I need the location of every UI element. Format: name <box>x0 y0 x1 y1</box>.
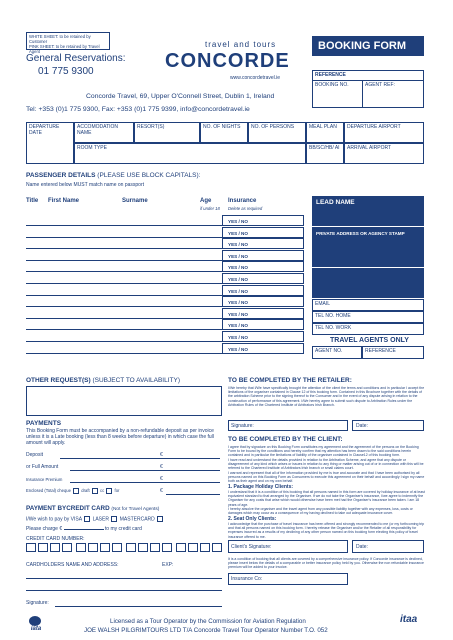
passenger-title: PASSENGER DETAILS <box>26 172 96 179</box>
insurance-yes-no[interactable]: YES / NO <box>222 250 304 261</box>
card-digit-box[interactable] <box>76 543 86 552</box>
footer-line-1: Licensed as a Tour Operator by the Commission for Aviation Regulation <box>110 618 306 625</box>
insurance-yes-no[interactable]: YES / NO <box>222 261 304 272</box>
passenger-row[interactable] <box>26 260 222 261</box>
passenger-subtitle: (PLEASE USE BLOCK CAPITALS): <box>97 172 201 179</box>
credit-card-heading <box>26 505 159 512</box>
agent-no-label: AGENT NO. <box>315 348 343 354</box>
full-amount-label: or Full Amount <box>26 464 59 470</box>
meal-plan-field[interactable] <box>306 122 344 143</box>
col-insurance-note: Delete as required <box>228 206 263 211</box>
exp-label: EXP: <box>162 562 174 568</box>
tel-work-field[interactable] <box>312 323 424 335</box>
card-digit-box[interactable] <box>212 543 222 552</box>
client-text-1: I agree that by signature on this Booking Form constitutes my agreement and the agreement of the persons on the Booking Form to be bound by the conditions and hereby confirm that my attention has been drawn to the said conditions herein contained and in particular the limitations of liability of the organiser contained in Clause12 of this booking form. <box>228 445 419 458</box>
retailer-title: TO BE COMPLETED BY THE RETAILER: <box>228 377 352 384</box>
footer-line-2: JOE WALSH PILGRIMTOURS LTD T/A Concorde Travel Tour Operator Number T.O. 052 <box>84 627 328 634</box>
cc-checkbox[interactable] <box>106 488 112 494</box>
departure-date-label: DEPARTURE DATE <box>29 124 60 136</box>
agent-ref-label: AGENT REF: <box>365 82 395 88</box>
col-age-note: if under 18 <box>200 206 220 211</box>
reference-divider <box>362 80 363 108</box>
charge-amount-line[interactable] <box>64 529 104 530</box>
persons-field[interactable] <box>248 122 306 143</box>
booking-no-label: BOOKING NO. <box>315 82 349 88</box>
iata-globe-icon <box>29 616 41 626</box>
nights-label: NO. OF NIGHTS <box>203 124 241 130</box>
passenger-row[interactable] <box>26 283 222 284</box>
tel-work-label: TEL NO. WORK <box>315 325 352 331</box>
for-label: for <box>114 488 120 494</box>
insurance-yes-no[interactable]: YES / NO <box>222 343 304 354</box>
insurance-premium-line[interactable] <box>70 482 220 483</box>
passenger-row[interactable] <box>26 341 222 342</box>
iata-logo-text: iata <box>30 626 42 632</box>
arrival-airport-field[interactable] <box>344 143 424 164</box>
credit-card-subtitle: (Not for Travel Agents) <box>111 507 160 512</box>
insurance-yes-no[interactable]: YES / NO <box>222 238 304 249</box>
deposit-euro: € <box>160 452 163 458</box>
insurance-yes-no[interactable]: YES / NO <box>222 308 304 319</box>
insurance-premium-label: Insurance Premium <box>26 477 63 482</box>
visa-checkbox[interactable] <box>84 516 90 522</box>
draft-checkbox[interactable] <box>92 488 98 494</box>
enclosed-line[interactable] <box>166 494 220 495</box>
card-signature-line[interactable] <box>55 606 222 607</box>
sheet-note <box>26 32 110 54</box>
insurance-co-label: Insurance Co: <box>231 576 263 582</box>
departure-airport-label: DEPARTURE AIRPORT <box>347 124 401 130</box>
other-requests-subtitle: (SUBJECT TO AVAILABILITY) <box>92 377 181 384</box>
accommodation-field[interactable] <box>74 122 134 143</box>
cc-label: cc <box>100 488 105 494</box>
wish-to-pay-label: I/We wish to pay by <box>26 516 70 523</box>
itaa-logo-text: itaa <box>400 614 418 625</box>
card-number-boxes[interactable] <box>26 543 222 553</box>
booking-form-title: BOOKING FORM <box>318 40 406 52</box>
passenger-row[interactable] <box>26 295 222 296</box>
agent-no-field[interactable] <box>312 346 362 359</box>
enclosed-row <box>26 488 119 494</box>
meal-codes-field[interactable] <box>306 143 344 164</box>
cheque-checkbox[interactable] <box>73 488 79 494</box>
col-title: Title <box>26 198 39 204</box>
other-requests-heading <box>26 377 180 384</box>
passenger-details-title <box>26 172 200 179</box>
retailer-signature-label: Signature: <box>231 423 254 429</box>
mastercard-checkbox[interactable] <box>157 516 163 522</box>
charge-row <box>26 526 142 532</box>
card-number-label: CREDIT CARD NUMBER: <box>26 536 85 542</box>
passenger-row[interactable] <box>26 248 222 249</box>
client-text-2: I have read and understand the details provided in relation to the Arbitration Scheme, and agree that any dispute or disagreement of any kind which arises or issues in relation to any thing or matter arising out of or in connection with this will be referred to the Chartered Institute of Arbitrators Irish branch or small claims court. <box>228 458 424 471</box>
brand-website: www.concordetravel.ie <box>230 75 281 81</box>
col-surname: Surname <box>122 198 148 204</box>
general-reservations: General Reservations: <box>26 53 126 64</box>
insurance-yes-no[interactable]: YES / NO <box>222 331 304 342</box>
mastercard-label: MASTERCARD <box>119 516 155 523</box>
card-digit-box[interactable] <box>162 543 172 552</box>
persons-label: NO. OF PERSONS <box>251 124 295 130</box>
insurance-yes-no[interactable]: YES / NO <box>222 227 304 238</box>
reference-label: REFERENCE <box>315 72 346 78</box>
client-text-7: It is a condition of booking that all clients are covered by a comprehensive insurance policy. If Concorde insurance is declined, please insert below the details of a comparable or better insurance policy held by you. Otherwise the non refundable insurance premium will be added to your invoice. <box>228 557 424 570</box>
agent-reference-label: REFERENCE <box>365 348 396 354</box>
resort-field[interactable] <box>134 122 200 143</box>
passenger-row[interactable] <box>26 318 222 319</box>
insurance-yes-no[interactable]: YES / NO <box>222 319 304 330</box>
card-digit-box[interactable] <box>50 543 60 552</box>
other-requests-field[interactable] <box>26 386 222 416</box>
card-digit-box[interactable] <box>112 543 122 552</box>
passenger-row[interactable] <box>26 225 222 226</box>
card-digit-box[interactable] <box>138 543 148 552</box>
payments-title: PAYMENTS <box>26 420 62 427</box>
card-digit-box[interactable] <box>176 543 186 552</box>
insurance-premium-euro: € <box>160 476 163 482</box>
meal-plan-label: MEAL PLAN <box>309 124 337 130</box>
itaa-logo <box>400 614 430 634</box>
deposit-label: Deposit <box>26 452 43 458</box>
travel-agents-only: TRAVEL AGENTS ONLY <box>330 337 409 344</box>
credit-card-title: PAYMENT BYCREDIT CARD <box>26 505 110 512</box>
client-text-4: I understand that it is a condition of this booking that all persons named in this form are covered by holiday insurance of at least equivalent standard to that arranged by the Organiser. If we do not take the Organiser's insurance, I/we agree to indemnify the Organiser for any costs that arise which would otherwise have been met had the Organiser's insurance been taken. I am 18 years of age. <box>228 490 425 507</box>
brand-logo: CONCORDE <box>165 50 290 72</box>
deposit-line[interactable] <box>60 458 220 459</box>
address-stamp-area[interactable] <box>312 268 424 298</box>
departure-airport-field[interactable] <box>344 122 424 143</box>
client-date-label: Date: <box>356 544 368 550</box>
iata-logo <box>24 616 48 634</box>
email-label: EMAIL <box>315 301 331 307</box>
card-digit-box[interactable] <box>150 543 160 552</box>
card-digit-box[interactable] <box>100 543 110 552</box>
insurance-yes-no[interactable]: YES / NO <box>222 215 304 226</box>
lead-name-label: LEAD NAME <box>316 199 355 206</box>
brand-tagline: travel and tours <box>205 40 277 49</box>
room-type-field[interactable] <box>74 143 306 164</box>
private-address-label: PRIVATE ADDRESS OR AGENCY STAMP <box>316 231 405 236</box>
reservations-phone: 01 775 9300 <box>38 66 94 77</box>
resort-label: RESORT(S) <box>137 124 165 130</box>
client-signature-label: Client's Signature: <box>231 544 272 550</box>
passenger-row[interactable] <box>26 271 222 272</box>
accommodation-label: ACCOMODATION NAME <box>77 124 119 136</box>
passenger-note: Name entered below MUST match name on passport <box>26 182 145 188</box>
departure-date-field[interactable] <box>26 122 74 164</box>
client-text-3: I warrant and represent that all of the information provided by me is true and accurate and that I have been authorised by all persons named on this Booking Form as Consumers to execute this agreement on their behalf and accordingly I sign my name both as their agent and on my own behalf. <box>228 471 425 484</box>
card-digit-box[interactable] <box>62 543 72 552</box>
white-sheet-note: WHITE SHEET: to be retained by Customer <box>29 34 91 44</box>
payments-text: This Booking Form must be accompanied by a non-refundable deposit as per invoice unless it is a Late booking (less than 8 weeks before departure) in which case the full amount will apply. <box>26 428 214 446</box>
full-amount-line[interactable] <box>70 470 220 471</box>
to-card-label: to my credit card <box>104 526 142 532</box>
company-address: Concorde Travel, 69, Upper O'Connell Street, Dublin 1, Ireland <box>86 93 275 100</box>
card-digit-box[interactable] <box>38 543 48 552</box>
cardholder-line-1[interactable] <box>26 578 222 579</box>
card-type-row <box>26 516 164 522</box>
laser-checkbox[interactable] <box>111 516 117 522</box>
reference-hline <box>312 80 424 81</box>
enclosed-euro: € <box>160 488 163 494</box>
client-text-5: I hereby absolve the organiser and the travel agent from any possible liability together with any expenses, loss, costs or damages which may occur as a consequence of my having declined to take out adequate insurance cover. <box>228 507 413 516</box>
card-digit-box[interactable] <box>26 543 36 552</box>
client-title: TO BE COMPLETED BY THE CLIENT: <box>228 436 343 443</box>
passenger-row[interactable] <box>26 353 222 354</box>
card-digit-box[interactable] <box>126 543 136 552</box>
meal-codes-label: BB/SC/HB/ AI <box>309 145 340 151</box>
cardholder-label: CARDHOLDERS NAME AND ADDRESS: <box>26 562 119 568</box>
col-first-name: First Name <box>48 198 80 204</box>
card-digit-box[interactable] <box>188 543 198 552</box>
passenger-row[interactable] <box>26 237 222 238</box>
insurance-yes-no[interactable]: YES / NO <box>222 296 304 307</box>
company-contact: Tel: +353 (0)1 775 9300, Fax: +353 (0)1 775 9399, info@concordetravel.ie <box>26 106 250 113</box>
tel-home-field[interactable] <box>312 311 424 323</box>
visa-label: VISA <box>70 516 82 523</box>
retailer-text: I/We hereby that I/We have specifically brought the attention of the client the terms and conditions and in particular I accept the limitations of the organiser contained in Clause 12 of this booking form. Contained in this Brochure together with the details of the arbitration Scheme prior to the signing thereof to the Consumer and in the event of any dispute arising in relation to the construction of performance of this agreement. I/We hereby agree to submit such dispute to Arbitration Rules under the Arbitration Rules of the Chartered Institute of Arbitrators Irish Branch. <box>228 386 425 407</box>
nights-field[interactable] <box>200 122 248 143</box>
passenger-row[interactable] <box>26 329 222 330</box>
col-insurance: Insurance <box>228 198 257 204</box>
full-amount-euro: € <box>160 464 163 470</box>
retailer-date-label: Date: <box>356 423 368 429</box>
draft-label: draft <box>81 488 90 494</box>
laser-label: LASER <box>92 516 109 523</box>
client-heading-2: 2. Seat Only Clients: <box>228 516 277 522</box>
tel-home-label: TEL NO. HOME <box>315 313 351 319</box>
other-requests-title: OTHER REQUEST(S) <box>26 377 91 384</box>
email-field[interactable] <box>312 299 424 311</box>
agent-reference-field[interactable] <box>362 346 424 359</box>
col-age: Age <box>200 198 212 204</box>
room-type-label: ROOM TYPE <box>77 145 107 151</box>
client-text-6: I acknowledge that the purchase of travel insurance has been offered and strongly recommended to me (or my forthcoming trip and that all persons named on this booking form. I hereby release the Organiser and/or the Retailer of all responsibility for expenses incurred as a results of my declining of any other person named on this booking form electing this policy of travel insurance offered to me. <box>228 522 425 539</box>
arrival-airport-label: ARRIVAL AIRPORT <box>347 145 392 151</box>
card-signature-label: Signature: <box>26 600 49 606</box>
charge-label: Please charge € <box>26 526 63 532</box>
insurance-yes-no[interactable]: YES / NO <box>222 285 304 296</box>
card-digit-box[interactable] <box>88 543 98 552</box>
client-heading-1: 1. Package Holiday Clients: <box>228 484 294 490</box>
enclosed-label: Enclosed (Total) cheque <box>26 488 71 494</box>
cardholder-line-2[interactable] <box>26 590 222 591</box>
card-digit-box[interactable] <box>200 543 210 552</box>
pink-sheet-note: PINK SHEET: to be retained by Travel Agent <box>29 44 100 54</box>
insurance-yes-no[interactable]: YES / NO <box>222 273 304 284</box>
passenger-row[interactable] <box>26 306 222 307</box>
